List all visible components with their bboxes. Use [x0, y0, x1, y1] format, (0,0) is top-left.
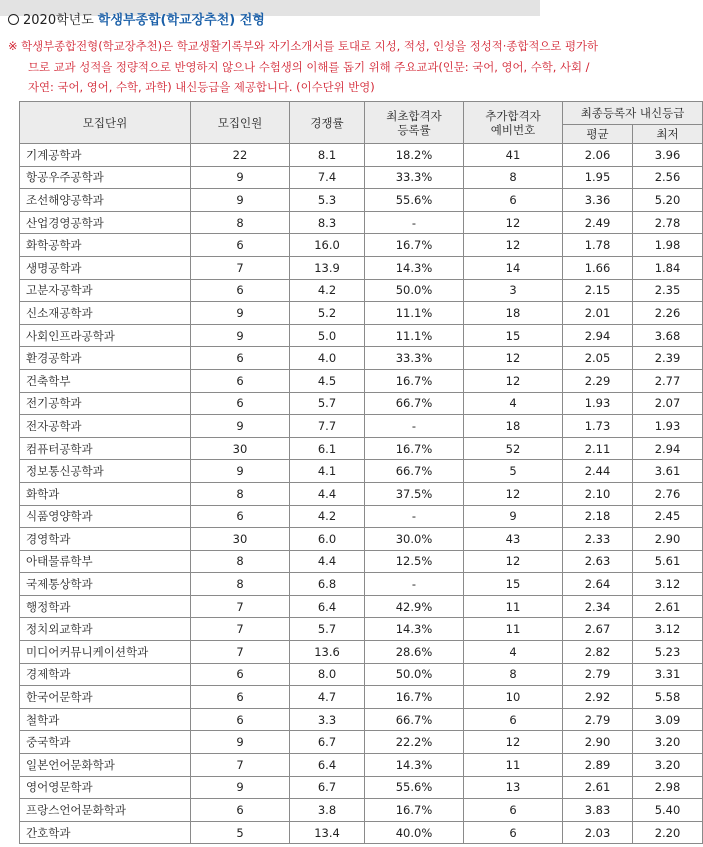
quota-cell: 30	[191, 437, 290, 460]
quota-cell: 9	[191, 324, 290, 347]
waitlist-cell: 13	[464, 776, 563, 799]
waitlist-cell: 4	[464, 392, 563, 415]
unit-cell: 한국어문학과	[20, 686, 191, 709]
quota-cell: 8	[191, 482, 290, 505]
ratio-cell: 6.4	[290, 754, 365, 777]
initial-rate-cell: 55.6%	[365, 776, 464, 799]
grade-avg-cell: 2.01	[563, 302, 633, 325]
notice-line-2: 므로 교과 성적을 정량적으로 반영하지 않으나 수험생의 이해를 돕기 위해 주요교과(인문: 국어, 영어, 수학, 사회 /	[28, 59, 590, 74]
table-row	[20, 573, 703, 596]
circle-bullet-icon	[8, 14, 19, 25]
waitlist-cell: 12	[464, 347, 563, 370]
notice-text	[8, 36, 668, 98]
grade-avg-cell: 2.49	[563, 211, 633, 234]
ratio-cell: 3.8	[290, 799, 365, 822]
unit-cell: 미디어커뮤니케이션학과	[20, 641, 191, 664]
table-row	[20, 256, 703, 279]
initial-rate-cell: 11.1%	[365, 302, 464, 325]
initial-rate-cell: 55.6%	[365, 189, 464, 212]
waitlist-cell: 8	[464, 166, 563, 189]
initial-rate-cell: -	[365, 505, 464, 528]
grade-avg-cell: 3.83	[563, 799, 633, 822]
grade-max-cell: 2.26	[633, 302, 703, 325]
unit-cell: 신소재공학과	[20, 302, 191, 325]
grade-max-cell: 2.20	[633, 821, 703, 844]
ratio-cell: 4.2	[290, 505, 365, 528]
waitlist-cell: 12	[464, 550, 563, 573]
grade-avg-cell: 2.33	[563, 528, 633, 551]
grade-avg-cell: 1.73	[563, 415, 633, 438]
ratio-cell: 16.0	[290, 234, 365, 257]
unit-cell: 간호학과	[20, 821, 191, 844]
quota-cell: 6	[191, 369, 290, 392]
grade-avg-cell: 1.93	[563, 392, 633, 415]
unit-cell: 경제학과	[20, 663, 191, 686]
grade-max-cell: 2.35	[633, 279, 703, 302]
quota-cell: 9	[191, 302, 290, 325]
grade-max-cell: 2.76	[633, 482, 703, 505]
table-row	[20, 144, 703, 167]
waitlist-cell: 10	[464, 686, 563, 709]
table-row	[20, 663, 703, 686]
quota-cell: 6	[191, 505, 290, 528]
waitlist-cell: 11	[464, 595, 563, 618]
ratio-cell: 5.7	[290, 392, 365, 415]
grade-avg-cell: 2.67	[563, 618, 633, 641]
notice-line-1: ※ 학생부종합전형(학교장추천)은 학교생활기록부와 자기소개서를 토대로 지성, 적성, 인성을 정성적·종합적으로 평가하	[8, 39, 599, 53]
quota-cell: 6	[191, 347, 290, 370]
ratio-cell: 5.2	[290, 302, 365, 325]
grade-max-cell: 3.68	[633, 324, 703, 347]
grade-avg-cell: 2.29	[563, 369, 633, 392]
quota-cell: 7	[191, 618, 290, 641]
ratio-cell: 8.1	[290, 144, 365, 167]
quota-cell: 5	[191, 821, 290, 844]
waitlist-cell: 5	[464, 460, 563, 483]
table-row	[20, 528, 703, 551]
table-row	[20, 708, 703, 731]
initial-rate-cell: 30.0%	[365, 528, 464, 551]
ratio-cell: 4.4	[290, 550, 365, 573]
table-row	[20, 641, 703, 664]
table-row	[20, 279, 703, 302]
quota-cell: 30	[191, 528, 290, 551]
unit-cell: 화학공학과	[20, 234, 191, 257]
table-row	[20, 460, 703, 483]
ratio-cell: 5.0	[290, 324, 365, 347]
unit-cell: 건축학부	[20, 369, 191, 392]
table-row	[20, 550, 703, 573]
grade-avg-cell: 3.36	[563, 189, 633, 212]
ratio-cell: 5.7	[290, 618, 365, 641]
initial-rate-cell: 16.7%	[365, 686, 464, 709]
unit-cell: 환경공학과	[20, 347, 191, 370]
quota-cell: 6	[191, 279, 290, 302]
grade-max-cell: 5.61	[633, 550, 703, 573]
quota-cell: 8	[191, 211, 290, 234]
initial-rate-cell: 33.3%	[365, 166, 464, 189]
unit-cell: 산업경영공학과	[20, 211, 191, 234]
waitlist-cell: 8	[464, 663, 563, 686]
initial-rate-cell: 66.7%	[365, 708, 464, 731]
grade-max-cell: 2.61	[633, 595, 703, 618]
initial-rate-cell: 14.3%	[365, 256, 464, 279]
unit-cell: 사회인프라공학과	[20, 324, 191, 347]
grade-max-cell: 2.94	[633, 437, 703, 460]
quota-cell: 6	[191, 234, 290, 257]
initial-rate-cell: 40.0%	[365, 821, 464, 844]
grade-avg-cell: 2.34	[563, 595, 633, 618]
grade-avg-cell: 2.82	[563, 641, 633, 664]
initial-rate-cell: 37.5%	[365, 482, 464, 505]
unit-cell: 조선해양공학과	[20, 189, 191, 212]
unit-cell: 정보통신공학과	[20, 460, 191, 483]
ratio-cell: 4.2	[290, 279, 365, 302]
quota-cell: 9	[191, 189, 290, 212]
unit-cell: 경영학과	[20, 528, 191, 551]
quota-cell: 6	[191, 686, 290, 709]
table-row	[20, 234, 703, 257]
table-row	[20, 324, 703, 347]
grade-avg-cell: 1.66	[563, 256, 633, 279]
unit-cell: 중국학과	[20, 731, 191, 754]
ratio-cell: 4.1	[290, 460, 365, 483]
waitlist-cell: 6	[464, 189, 563, 212]
header-initial-rate: 최초합격자 등록률	[365, 102, 464, 144]
unit-cell: 전자공학과	[20, 415, 191, 438]
grade-avg-cell: 2.79	[563, 663, 633, 686]
unit-cell: 항공우주공학과	[20, 166, 191, 189]
grade-max-cell: 1.98	[633, 234, 703, 257]
notice-line-3: 자연: 국어, 영어, 수학, 과학) 내신등급을 제공합니다. (이수단위 반영)	[28, 80, 375, 94]
grade-avg-cell: 1.78	[563, 234, 633, 257]
table-body	[20, 144, 703, 844]
initial-rate-cell: 16.7%	[365, 369, 464, 392]
waitlist-cell: 41	[464, 144, 563, 167]
initial-rate-cell: 28.6%	[365, 641, 464, 664]
waitlist-cell: 12	[464, 731, 563, 754]
table-row	[20, 369, 703, 392]
grade-max-cell: 3.12	[633, 618, 703, 641]
quota-cell: 22	[191, 144, 290, 167]
quota-cell: 9	[191, 776, 290, 799]
ratio-cell: 6.0	[290, 528, 365, 551]
initial-rate-cell: 11.1%	[365, 324, 464, 347]
quota-cell: 6	[191, 708, 290, 731]
waitlist-cell: 12	[464, 369, 563, 392]
initial-rate-cell: 16.7%	[365, 234, 464, 257]
initial-rate-cell: 18.2%	[365, 144, 464, 167]
table-row	[20, 505, 703, 528]
ratio-cell: 7.7	[290, 415, 365, 438]
initial-rate-cell: -	[365, 211, 464, 234]
header-grade-avg: 평균	[563, 125, 633, 144]
table-row	[20, 211, 703, 234]
header-waitlist: 추가합격자 예비번호	[464, 102, 563, 144]
unit-cell: 기계공학과	[20, 144, 191, 167]
grade-max-cell: 3.09	[633, 708, 703, 731]
waitlist-cell: 15	[464, 324, 563, 347]
unit-cell: 행정학과	[20, 595, 191, 618]
table-row	[20, 415, 703, 438]
waitlist-cell: 11	[464, 754, 563, 777]
waitlist-cell: 52	[464, 437, 563, 460]
quota-cell: 9	[191, 731, 290, 754]
unit-cell: 생명공학과	[20, 256, 191, 279]
grade-avg-cell: 2.90	[563, 731, 633, 754]
table-row	[20, 437, 703, 460]
quota-cell: 7	[191, 595, 290, 618]
ratio-cell: 6.4	[290, 595, 365, 618]
waitlist-cell: 12	[464, 234, 563, 257]
initial-rate-cell: 12.5%	[365, 550, 464, 573]
ratio-cell: 13.6	[290, 641, 365, 664]
unit-cell: 철학과	[20, 708, 191, 731]
quota-cell: 7	[191, 641, 290, 664]
initial-rate-cell: 14.3%	[365, 754, 464, 777]
ratio-cell: 13.4	[290, 821, 365, 844]
table-row	[20, 166, 703, 189]
header-grade-max: 최저	[633, 125, 703, 144]
quota-cell: 9	[191, 460, 290, 483]
initial-rate-cell: -	[365, 573, 464, 596]
grade-max-cell: 2.78	[633, 211, 703, 234]
grade-avg-cell: 1.95	[563, 166, 633, 189]
unit-cell: 일본언어문화학과	[20, 754, 191, 777]
grade-avg-cell: 2.44	[563, 460, 633, 483]
ratio-cell: 3.3	[290, 708, 365, 731]
initial-rate-cell: 33.3%	[365, 347, 464, 370]
grade-max-cell: 3.20	[633, 754, 703, 777]
waitlist-cell: 3	[464, 279, 563, 302]
grade-max-cell: 1.93	[633, 415, 703, 438]
table-row	[20, 686, 703, 709]
ratio-cell: 4.4	[290, 482, 365, 505]
quota-cell: 7	[191, 256, 290, 279]
table-row	[20, 189, 703, 212]
grade-max-cell: 5.23	[633, 641, 703, 664]
table-row	[20, 595, 703, 618]
ratio-cell: 6.8	[290, 573, 365, 596]
waitlist-cell: 4	[464, 641, 563, 664]
ratio-cell: 8.0	[290, 663, 365, 686]
grade-max-cell: 3.31	[633, 663, 703, 686]
header-ratio: 경쟁률	[290, 102, 365, 144]
grade-avg-cell: 2.06	[563, 144, 633, 167]
unit-cell: 화학과	[20, 482, 191, 505]
quota-cell: 9	[191, 166, 290, 189]
unit-cell: 식품영양학과	[20, 505, 191, 528]
initial-rate-cell: 14.3%	[365, 618, 464, 641]
unit-cell: 정치외교학과	[20, 618, 191, 641]
table-row	[20, 482, 703, 505]
unit-cell: 국제통상학과	[20, 573, 191, 596]
ratio-cell: 4.7	[290, 686, 365, 709]
header-grade-group: 최종등록자 내신등급	[563, 102, 703, 125]
grade-max-cell: 2.77	[633, 369, 703, 392]
grade-max-cell: 5.20	[633, 189, 703, 212]
ratio-cell: 4.0	[290, 347, 365, 370]
grade-max-cell: 3.20	[633, 731, 703, 754]
page-title	[8, 9, 265, 28]
ratio-cell: 4.5	[290, 369, 365, 392]
ratio-cell: 8.3	[290, 211, 365, 234]
table-row	[20, 799, 703, 822]
grade-max-cell: 3.61	[633, 460, 703, 483]
grade-max-cell: 5.58	[633, 686, 703, 709]
grade-max-cell: 3.96	[633, 144, 703, 167]
initial-rate-cell: 50.0%	[365, 663, 464, 686]
header-unit: 모집단위	[20, 102, 191, 144]
grade-max-cell: 2.90	[633, 528, 703, 551]
grade-max-cell: 2.39	[633, 347, 703, 370]
initial-rate-cell: 66.7%	[365, 392, 464, 415]
table-row	[20, 302, 703, 325]
initial-rate-cell: 66.7%	[365, 460, 464, 483]
waitlist-cell: 12	[464, 211, 563, 234]
ratio-cell: 6.7	[290, 776, 365, 799]
grade-avg-cell: 2.03	[563, 821, 633, 844]
quota-cell: 6	[191, 392, 290, 415]
initial-rate-cell: 16.7%	[365, 799, 464, 822]
unit-cell: 아태물류학부	[20, 550, 191, 573]
table-row	[20, 754, 703, 777]
quota-cell: 8	[191, 573, 290, 596]
admission-results-table	[19, 101, 703, 844]
unit-cell: 전기공학과	[20, 392, 191, 415]
waitlist-cell: 11	[464, 618, 563, 641]
waitlist-cell: 18	[464, 302, 563, 325]
initial-rate-cell: 16.7%	[365, 437, 464, 460]
quota-cell: 8	[191, 550, 290, 573]
grade-avg-cell: 2.61	[563, 776, 633, 799]
header-quota: 모집인원	[191, 102, 290, 144]
grade-max-cell: 3.12	[633, 573, 703, 596]
initial-rate-cell: -	[365, 415, 464, 438]
unit-cell: 컴퓨터공학과	[20, 437, 191, 460]
grade-avg-cell: 2.79	[563, 708, 633, 731]
waitlist-cell: 15	[464, 573, 563, 596]
grade-max-cell: 1.84	[633, 256, 703, 279]
table-header	[20, 102, 703, 144]
grade-avg-cell: 2.11	[563, 437, 633, 460]
grade-avg-cell: 2.15	[563, 279, 633, 302]
waitlist-cell: 6	[464, 821, 563, 844]
quota-cell: 9	[191, 415, 290, 438]
grade-avg-cell: 2.94	[563, 324, 633, 347]
ratio-cell: 6.1	[290, 437, 365, 460]
grade-avg-cell: 2.92	[563, 686, 633, 709]
table-row	[20, 731, 703, 754]
unit-cell: 프랑스언어문화학과	[20, 799, 191, 822]
waitlist-cell: 14	[464, 256, 563, 279]
ratio-cell: 5.3	[290, 189, 365, 212]
quota-cell: 6	[191, 799, 290, 822]
ratio-cell: 13.9	[290, 256, 365, 279]
waitlist-cell: 18	[464, 415, 563, 438]
grade-avg-cell: 2.64	[563, 573, 633, 596]
grade-max-cell: 2.98	[633, 776, 703, 799]
grade-max-cell: 2.45	[633, 505, 703, 528]
grade-avg-cell: 2.89	[563, 754, 633, 777]
waitlist-cell: 6	[464, 708, 563, 731]
quota-cell: 7	[191, 754, 290, 777]
table-row	[20, 347, 703, 370]
quota-cell: 6	[191, 663, 290, 686]
ratio-cell: 7.4	[290, 166, 365, 189]
title-year: 2020학년도	[23, 13, 94, 28]
initial-rate-cell: 50.0%	[365, 279, 464, 302]
table-row	[20, 776, 703, 799]
ratio-cell: 6.7	[290, 731, 365, 754]
grade-avg-cell: 2.63	[563, 550, 633, 573]
waitlist-cell: 6	[464, 799, 563, 822]
grade-avg-cell: 2.18	[563, 505, 633, 528]
unit-cell: 고분자공학과	[20, 279, 191, 302]
grade-max-cell: 5.40	[633, 799, 703, 822]
title-admission-type: 학생부종합(학교장추천) 전형	[97, 13, 265, 28]
table-row	[20, 392, 703, 415]
grade-max-cell: 2.56	[633, 166, 703, 189]
waitlist-cell: 43	[464, 528, 563, 551]
grade-avg-cell: 2.05	[563, 347, 633, 370]
waitlist-cell: 12	[464, 482, 563, 505]
waitlist-cell: 9	[464, 505, 563, 528]
table-row	[20, 821, 703, 844]
table-row	[20, 618, 703, 641]
unit-cell: 영어영문학과	[20, 776, 191, 799]
initial-rate-cell: 22.2%	[365, 731, 464, 754]
grade-avg-cell: 2.10	[563, 482, 633, 505]
initial-rate-cell: 42.9%	[365, 595, 464, 618]
grade-max-cell: 2.07	[633, 392, 703, 415]
